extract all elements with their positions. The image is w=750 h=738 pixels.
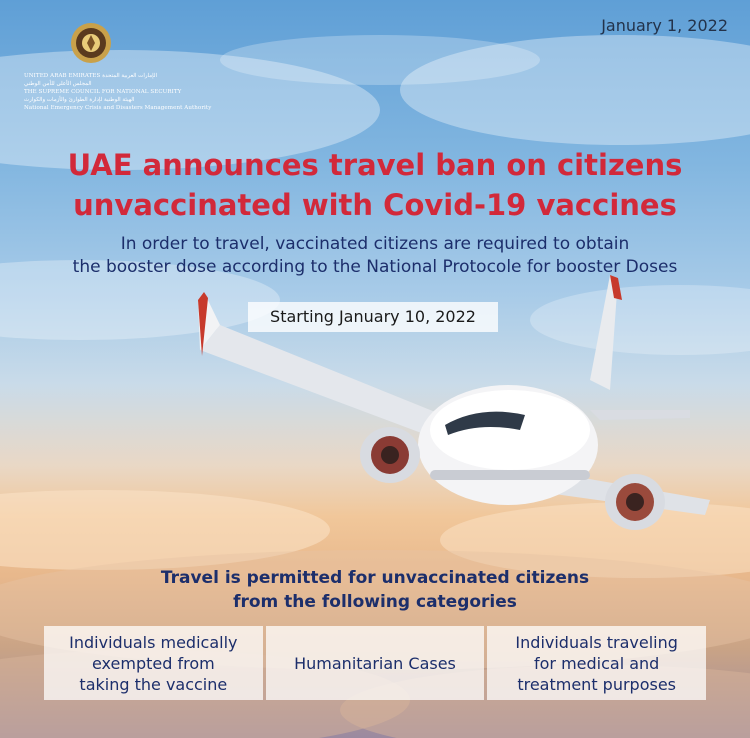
start-date-badge: Starting January 10, 2022: [248, 302, 498, 332]
category-medical-exemption: [44, 626, 263, 700]
category-medical-treatment: [487, 626, 706, 700]
category-text: taking the vaccine: [79, 674, 228, 694]
logo-text: [24, 72, 212, 112]
category-text: Individuals medically: [69, 632, 238, 652]
category-humanitarian: [266, 626, 485, 700]
categories-title-line: from the following categories: [233, 592, 517, 612]
category-text: for medical and: [533, 653, 660, 673]
emblem-icon: [70, 22, 112, 64]
headline-line: UAE announces travel ban on citizens: [67, 148, 683, 182]
logo-text-line: UNITED ARAB EMIRATES الإمارات العربية المتحدة: [24, 73, 158, 79]
headline: [0, 145, 750, 225]
subtitle-line: the booster dose according to the National Protocole for booster Doses: [72, 257, 678, 277]
category-text: exempted from: [91, 653, 215, 673]
subtitle-line: In order to travel, vaccinated citizens are required to obtain: [120, 234, 630, 254]
logo-text-line: المجلس الأعلى للأمن الوطني: [24, 81, 92, 87]
date-label: January 1, 2022: [601, 16, 728, 35]
logo-text-line: National Emergency Crisis and Disasters Management Authority: [24, 105, 212, 111]
categories-row: [44, 626, 706, 700]
logo-text-line: THE SUPREME COUNCIL FOR NATIONAL SECURITY: [24, 89, 182, 95]
logo-text-line: الهيئة الوطنية لإدارة الطوارئ والأزمات والكوارث: [24, 97, 135, 103]
headline-line: unvaccinated with Covid-19 vaccines: [73, 188, 677, 222]
categories-title: [0, 566, 750, 614]
category-text: Individuals traveling: [515, 632, 678, 652]
category-text: treatment purposes: [517, 674, 677, 694]
categories-title-line: Travel is permitted for unvaccinated citizens: [160, 568, 590, 588]
category-text: Humanitarian Cases: [294, 653, 456, 673]
